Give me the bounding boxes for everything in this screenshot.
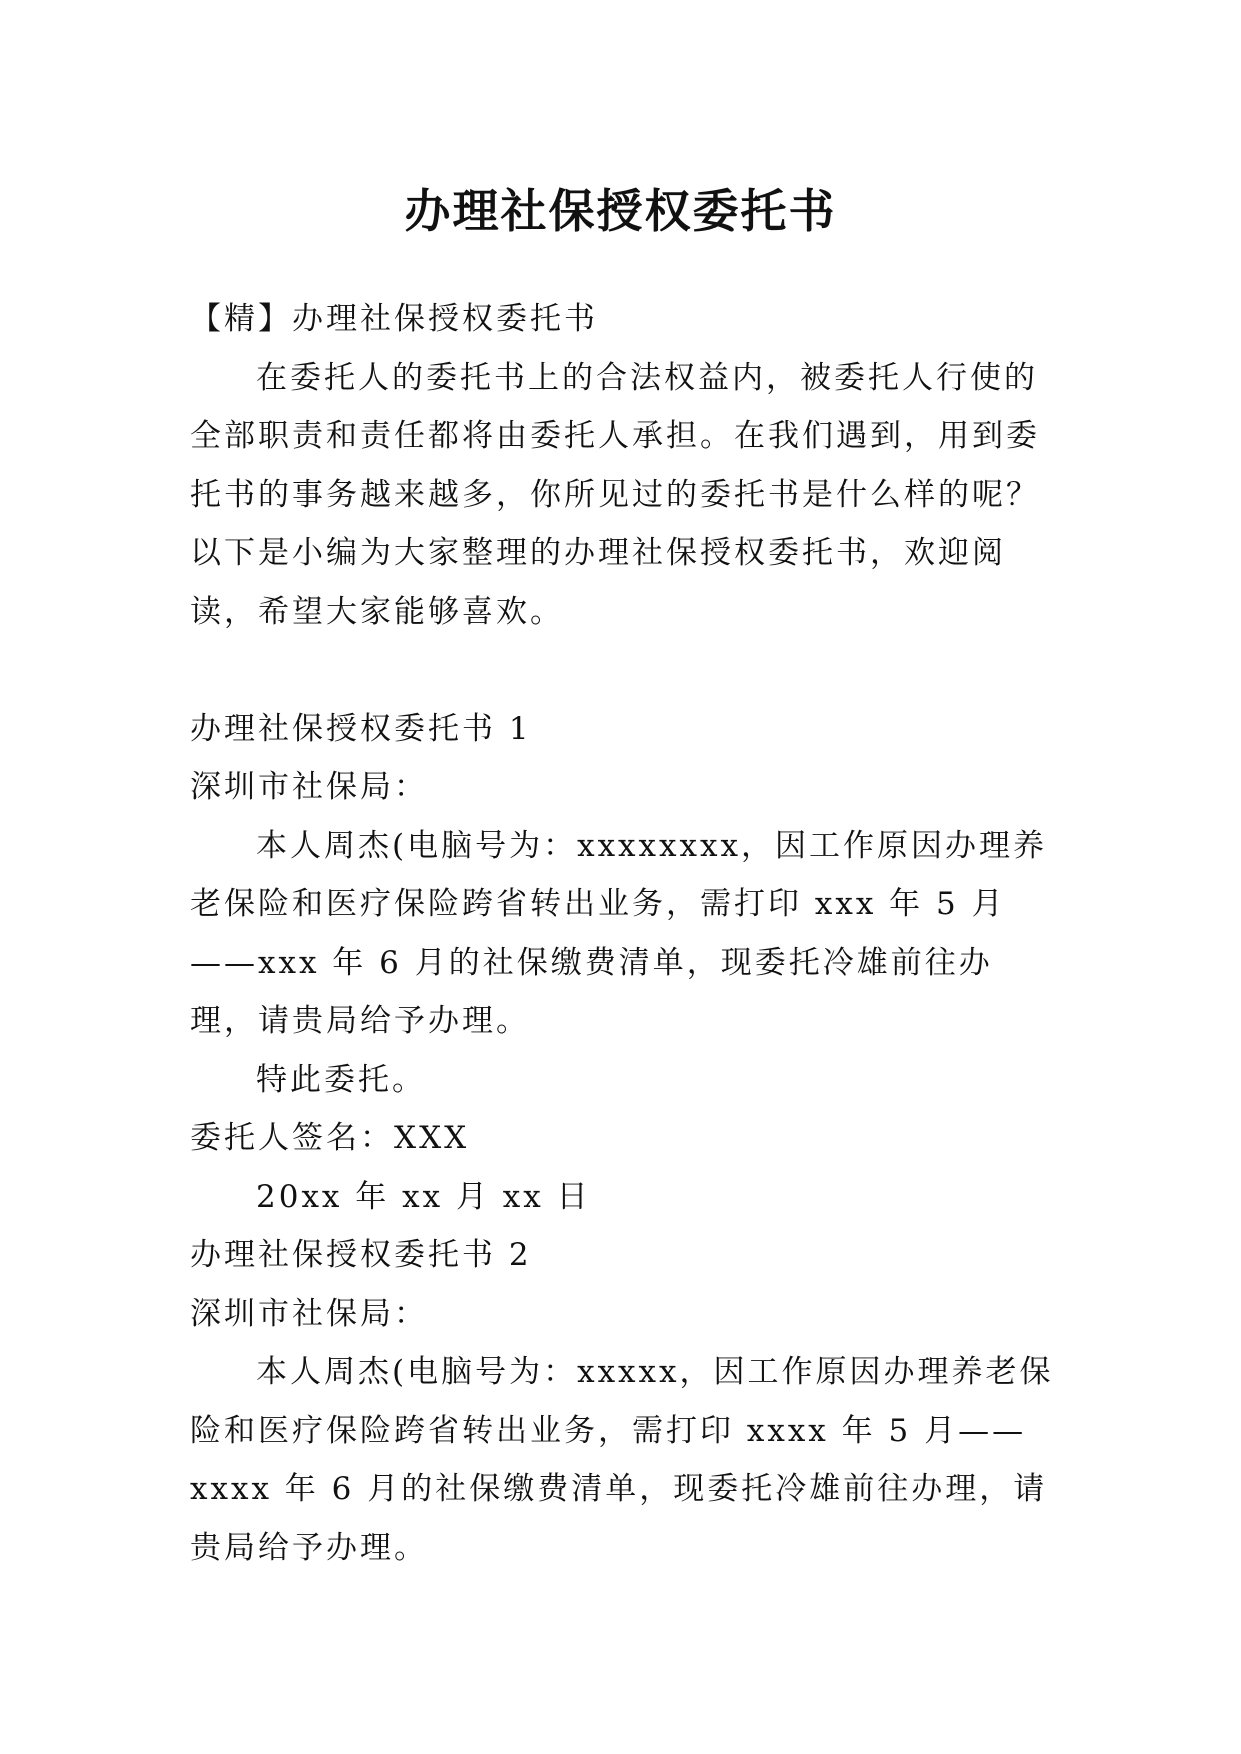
section1-closing: 特此委托。 — [256, 1061, 426, 1098]
section2-heading: 办理社保授权委托书 2 — [190, 1237, 532, 1273]
spacer — [190, 641, 1060, 700]
document-title: 办理社保授权委托书 — [404, 183, 837, 238]
section1-body: 本人周杰(电脑号为：xxxxxxxx，因工作原因办理养老保险和医疗保险跨省转出业务，需打印 xxx 年 5 月——xxx 年 6 月的社保缴费清单，现委托冷雄前往办理，请贵局给予办理。 — [190, 827, 1047, 1039]
section1-date: 20xx 年 xx 月 xx 日 — [256, 1178, 591, 1215]
section2-addressee: 深圳市社保局： — [190, 1295, 428, 1332]
section2-body: 本人周杰(电脑号为：xxxxx，因工作原因办理养老保险和医疗保险跨省转出业务，需打印 xxxx 年 5 月——xxxx 年 6 月的社保缴费清单，现委托冷雄前往办理，请贵局给予办理。 — [190, 1354, 1054, 1566]
intro-paragraph: 在委托人的委托书上的合法权益内，被委托人行使的全部职责和责任都将由委托人承担。在我们遇到，用到委托书的事务越来越多，你所见过的委托书是什么样的呢？以下是小编为大家整理的办理社保授权委托书，欢迎阅读，希望大家能够喜欢。 — [190, 359, 1040, 630]
section1-addressee: 深圳市社保局： — [190, 769, 428, 805]
section1-heading: 办理社保授权委托书 1 — [190, 710, 532, 747]
document-body — [190, 290, 1060, 1577]
section1-signature: 委托人签名：XXX — [190, 1120, 470, 1156]
subtitle: 【精】办理社保授权委托书 — [190, 301, 598, 337]
